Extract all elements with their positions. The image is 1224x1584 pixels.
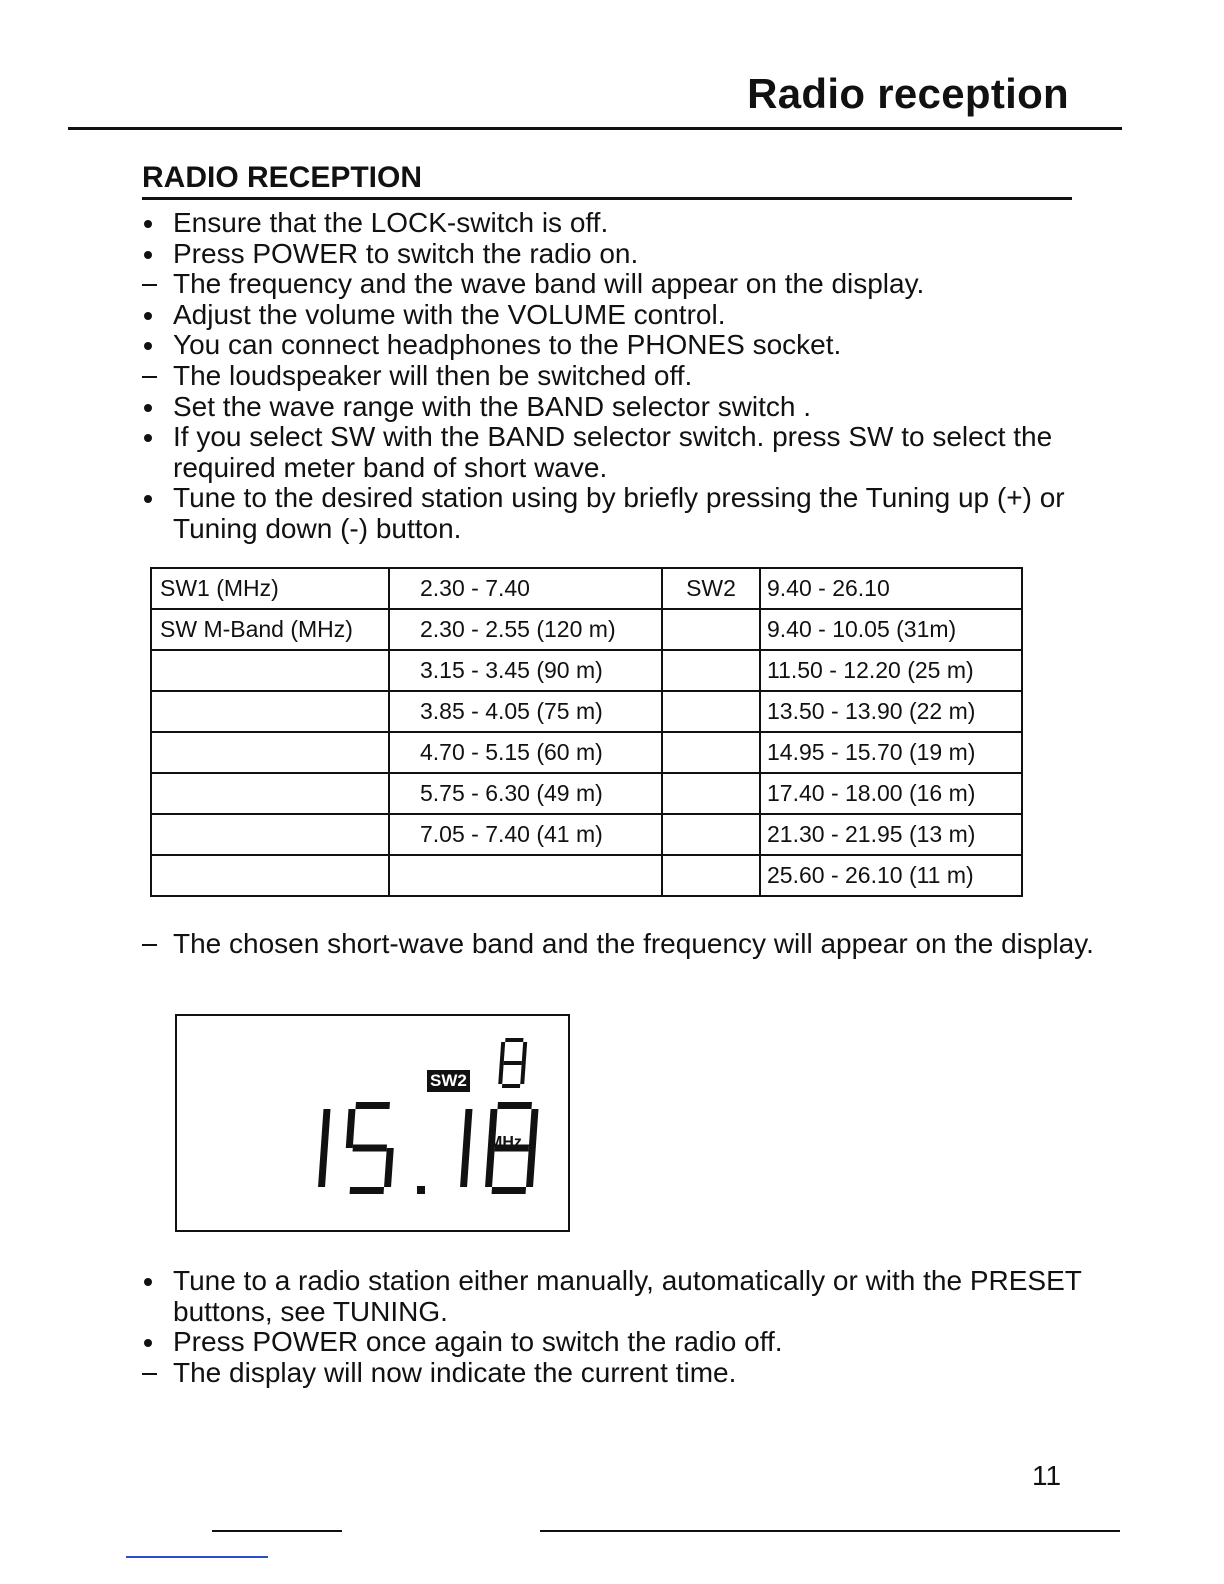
list-item: Ensure that the LOCK-switch is off. — [173, 207, 609, 238]
table-cell: 3.85 - 4.05 (75 m) — [389, 691, 662, 732]
table-cell: 2.30 - 7.40 — [389, 568, 662, 609]
table-row — [151, 609, 1022, 650]
list-item: Press POWER to switch the radio on. — [173, 237, 639, 269]
list-item: The chosen short-wave band and the frequency will appear on the display. — [173, 928, 1094, 959]
table-cell — [151, 650, 389, 691]
lcd-segment — [355, 1102, 389, 1109]
lcd-segment — [350, 1187, 384, 1194]
table-cell — [151, 691, 389, 732]
table-cell — [151, 773, 389, 814]
lcd-digit — [498, 1038, 527, 1088]
table-cell — [662, 609, 760, 650]
lcd-segment — [384, 1148, 394, 1187]
lcd-segment — [520, 1063, 525, 1084]
table-cell: 3.15 - 3.45 (90 m) — [389, 650, 662, 691]
table-cell: SW M-Band (MHz) — [151, 609, 389, 650]
lcd-segment — [500, 1042, 505, 1063]
table-cell — [662, 650, 760, 691]
lcd-display-illustration — [175, 1014, 570, 1232]
list-item: The display will now indicate the current time. — [173, 1356, 737, 1388]
table-cell — [151, 814, 389, 855]
table-cell — [389, 855, 662, 896]
lcd-segment — [460, 1148, 470, 1187]
table-cell — [662, 732, 760, 773]
table-cell: 11.50 - 12.20 (25 m) — [760, 650, 1022, 691]
lcd-segment-digits — [177, 1016, 568, 1230]
lcd-segment — [526, 1148, 536, 1187]
shortwave-band-table — [150, 567, 1023, 897]
lcd-segment — [463, 1109, 473, 1148]
table-cell — [151, 732, 389, 773]
lcd-segment — [321, 1109, 331, 1148]
instruction-list-mid — [142, 929, 1102, 960]
section-heading: RADIO RECEPTION — [142, 161, 1072, 200]
list-item: Press POWER once again to switch the radio off. — [173, 1326, 783, 1358]
unit-label: MHz — [489, 1134, 522, 1151]
lcd-segment — [504, 1061, 522, 1065]
table-cell: 4.70 - 5.15 (60 m) — [389, 732, 662, 773]
band-badge: SW2 — [427, 1070, 470, 1092]
footer-rule-left — [212, 1530, 342, 1532]
lcd-segment — [497, 1102, 531, 1109]
table-cell: 21.30 - 21.95 (13 m) — [760, 814, 1022, 855]
table-row — [151, 855, 1022, 896]
table-row — [151, 650, 1022, 691]
page-number: 11 — [1032, 1460, 1062, 1491]
table-cell — [662, 773, 760, 814]
list-item: If you select SW with the BAND selector switch. press SW to select the required meter band of short wave. — [173, 421, 1053, 483]
table-row — [151, 691, 1022, 732]
lcd-segment — [492, 1187, 526, 1194]
table-row — [151, 814, 1022, 855]
lcd-digit — [318, 1109, 330, 1187]
lcd-segment — [318, 1148, 328, 1187]
blue-footer-rule — [126, 1556, 268, 1558]
lcd-segment — [502, 1084, 520, 1088]
table-cell — [662, 855, 760, 896]
footer-rule — [540, 1530, 1120, 1532]
table-cell: 9.40 - 10.05 (31m) — [760, 609, 1022, 650]
table-cell — [662, 814, 760, 855]
table-cell: 14.95 - 15.70 (19 m) — [760, 732, 1022, 773]
list-item: Set the wave range with the BAND selector switch . — [173, 390, 812, 422]
title-rule — [68, 127, 1122, 130]
list-item: The loudspeaker will then be switched off. — [173, 359, 693, 391]
table-cell: 9.40 - 26.10 — [760, 568, 1022, 609]
table-cell: SW2 — [662, 568, 760, 609]
instruction-list-top — [142, 208, 1102, 545]
lcd-digit — [460, 1109, 472, 1187]
lcd-segment — [522, 1042, 527, 1063]
lcd-segment — [505, 1038, 523, 1042]
lcd-decimal-point — [417, 1186, 425, 1194]
table-row — [151, 773, 1022, 814]
list-item: Adjust the volume with the VOLUME control. — [173, 298, 726, 330]
lcd-segment — [346, 1109, 356, 1148]
table-cell: 5.75 - 6.30 (49 m) — [389, 773, 662, 814]
table-row — [151, 568, 1022, 609]
list-item: You can connect headphones to the PHONES socket. — [173, 329, 842, 361]
table-cell: 17.40 - 18.00 (16 m) — [760, 773, 1022, 814]
page-title: Radio reception — [747, 70, 1069, 117]
table-cell: 25.60 - 26.10 (11 m) — [760, 855, 1022, 896]
lcd-segment — [529, 1109, 539, 1148]
table-cell: 7.05 - 7.40 (41 m) — [389, 814, 662, 855]
lcd-segment — [353, 1145, 387, 1152]
table-cell — [151, 855, 389, 896]
table-cell: 2.30 - 2.55 (120 m) — [389, 609, 662, 650]
list-item: Tune to the desired station using by briefly pressing the Tuning up (+) or Tuning down (-) button. — [173, 482, 1065, 544]
table-cell — [662, 691, 760, 732]
table-cell: SW1 (MHz) — [151, 568, 389, 609]
lcd-digit — [343, 1102, 397, 1194]
table-row — [151, 732, 1022, 773]
list-item: The frequency and the wave band will appear on the display. — [173, 268, 925, 300]
table-cell: 13.50 - 13.90 (22 m) — [760, 691, 1022, 732]
instruction-list-bottom — [142, 1266, 1102, 1388]
lcd-segment — [485, 1148, 495, 1187]
lcd-segment — [498, 1063, 503, 1084]
list-item: Tune to a radio station either manually, automatically or with the PRESET buttons, see TUNING. — [173, 1265, 1082, 1327]
